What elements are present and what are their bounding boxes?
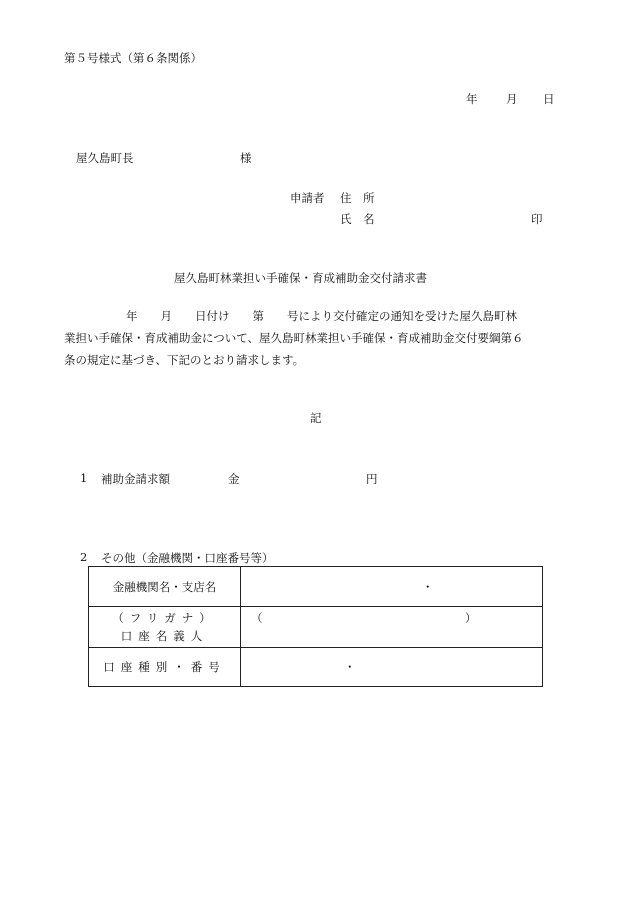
date-month: 月 (506, 92, 518, 106)
applicant-address-label: 住 所 (340, 191, 375, 205)
account-holder-label: 口座名義人 (120, 629, 209, 643)
item1-kin: 金 (228, 472, 240, 486)
account-holder-value[interactable] (241, 607, 543, 648)
ki-heading: 記 (310, 411, 322, 425)
bank-branch-label: 金融機関名・支店名 (89, 567, 241, 607)
account-type-number-label (89, 648, 241, 687)
addressee-name: 屋久島町長 (76, 151, 134, 165)
applicant-label: 申請者 (290, 191, 325, 205)
item1-yen: 円 (366, 472, 378, 486)
table-row (89, 567, 543, 607)
date-year: 年 (466, 92, 478, 106)
date-day: 日 (543, 92, 555, 106)
furigana-label: （フリガナ） (112, 611, 217, 625)
item2-label: その他（金融機関・口座番号等） (101, 551, 274, 565)
table-row (89, 648, 543, 687)
body-line-2: 業担い手確保・育成補助金について、屋久島町林業担い手確保・育成補助金交付要綱第６ (64, 331, 524, 345)
account-type-number-label-text: 口座種別・番号 (103, 660, 226, 674)
bank-branch-separator: ・ (422, 580, 434, 594)
account-type-separator: ・ (344, 660, 356, 674)
item1-label: 補助金請求額 (101, 472, 170, 486)
bank-branch-value[interactable] (241, 567, 543, 607)
body-line-1: 年 月 日付け 第 号により交付確定の通知を受けた屋久島町林 (126, 309, 517, 323)
table-row (89, 607, 543, 648)
form-number: 第５号様式（第６条関係） (64, 51, 202, 65)
seal-mark: 印 (531, 212, 543, 226)
body-line-3: 条の規定に基づき、下記のとおり請求します。 (64, 353, 305, 367)
furigana-open-paren: （ (251, 611, 263, 625)
furigana-close-paren: ） (465, 611, 477, 625)
bank-info-table (88, 566, 543, 687)
applicant-name-label: 氏 名 (340, 212, 375, 226)
account-type-number-value[interactable] (241, 648, 543, 687)
account-holder-label-cell (89, 607, 241, 648)
addressee-honorific: 様 (240, 151, 252, 165)
item2-number: 2 (80, 550, 88, 564)
document-title: 屋久島町林業担い手確保・育成補助金交付請求書 (174, 271, 427, 285)
item1-number: 1 (80, 471, 88, 485)
